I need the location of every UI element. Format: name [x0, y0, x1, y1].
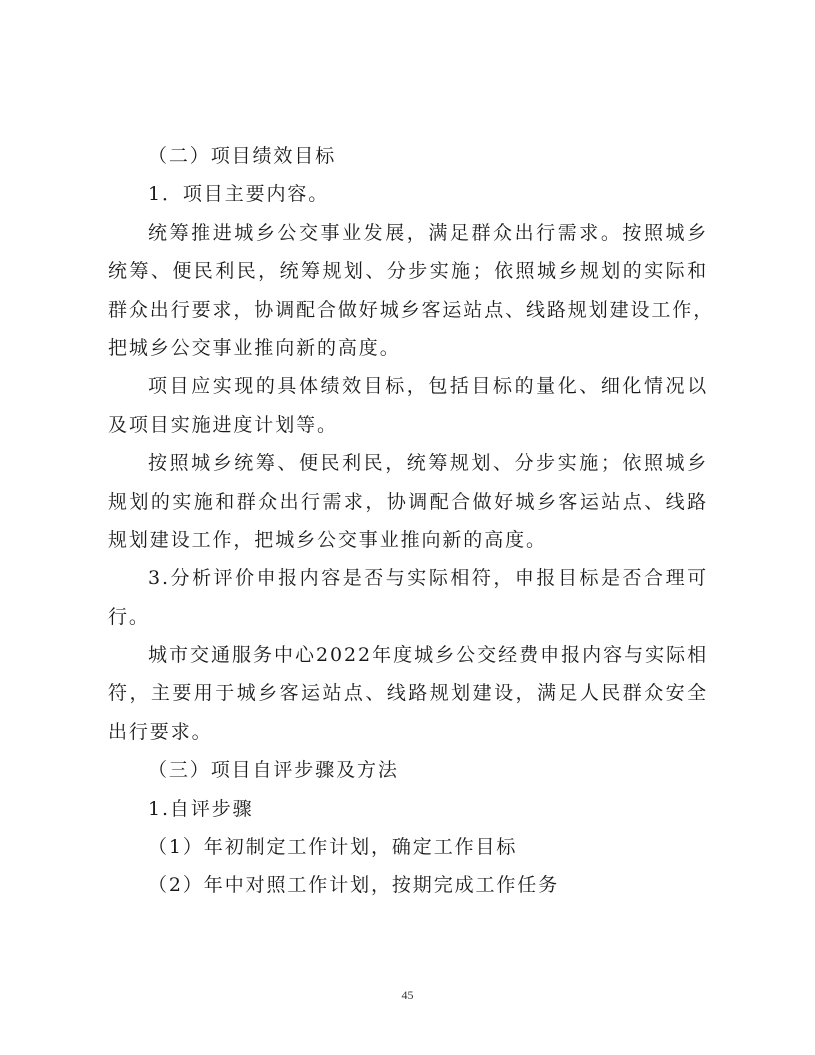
text-line: （二）项目绩效目标 [148, 145, 337, 167]
text-line: 统筹、便民利民，统筹规划、分步实施；依照城乡规划的实际和 [108, 260, 708, 283]
text-line: 按照城乡统筹、便民利民，统筹规划、分步实施；依照城乡 [148, 452, 708, 475]
text-line: 统筹推进城乡公交事业发展，满足群众出行需求。按照城乡 [148, 221, 708, 244]
text-line: 群众出行要求，协调配合做好城乡客运站点、线路规划建设工作， [108, 298, 715, 321]
text-line: 及项目实施进度计划等。 [108, 413, 338, 436]
text-line: 行。 [108, 605, 150, 628]
text-line: 规划的实施和群众出行需求，协调配合做好城乡客运站点、线路 [108, 490, 708, 513]
page-number: 45 [401, 988, 414, 1002]
text-line: 1.自评步骤 [148, 797, 254, 820]
text-line: 把城乡公交事业推向新的高度。 [108, 336, 401, 359]
document-body [108, 143, 715, 911]
text-line: 项目应实现的具体绩效目标，包括目标的量化、细化情况以 [148, 375, 708, 398]
text-line: 3.分析评价申报内容是否与实际相符，申报目标是否合理可 [148, 567, 708, 590]
text-line: 1．项目主要内容。 [148, 183, 330, 206]
text-line: 符，主要用于城乡客运站点、线路规划建设，满足人民群众安全 [108, 682, 708, 705]
text-line: （1）年初制定工作计划，确定工作目标 [148, 836, 518, 859]
text-line: 规划建设工作，把城乡公交事业推向新的高度。 [108, 528, 547, 551]
text-line: 城市交通服务中心2022年度城乡公交经费申报内容与实际相 [148, 644, 708, 667]
text-line: 出行要求。 [108, 720, 213, 743]
text-line: （2）年中对照工作计划，按期完成工作任务 [148, 874, 560, 897]
text-line: （三）项目自评步骤及方法 [148, 759, 399, 782]
